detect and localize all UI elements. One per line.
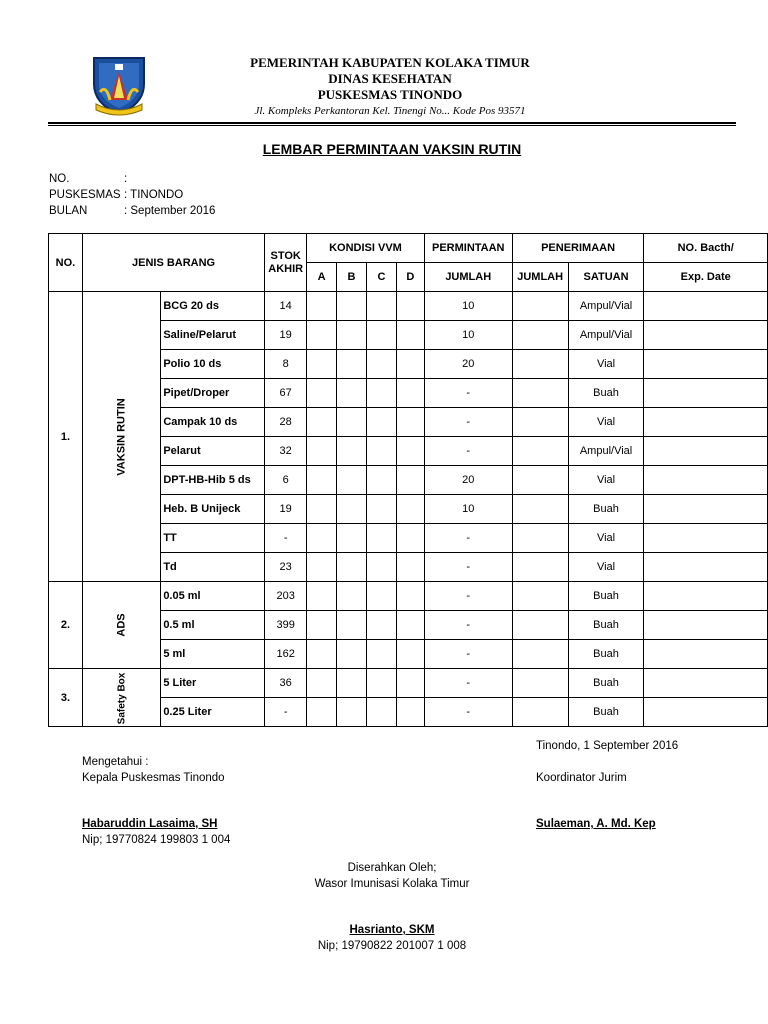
wasor-name: Hasrianto, SKM xyxy=(349,924,435,936)
batch-cell xyxy=(644,553,768,582)
penerimaan-jumlah-cell xyxy=(512,379,568,408)
item-name: BCG 20 ds xyxy=(161,292,265,321)
meta-value: : September 2016 xyxy=(124,205,216,217)
batch-cell xyxy=(644,698,768,727)
vvm-c-cell xyxy=(366,524,396,553)
kepala-nip: Nip; 19770824 199803 1 004 xyxy=(82,834,231,846)
header-divider xyxy=(48,122,736,124)
table-row xyxy=(49,582,768,611)
header-stok-line1: STOK xyxy=(270,249,301,262)
stok-akhir: 19 xyxy=(265,321,307,350)
permintaan-jumlah: - xyxy=(424,524,512,553)
penerimaan-jumlah-cell xyxy=(512,611,568,640)
group-label: ADS xyxy=(115,613,128,637)
vvm-a-cell xyxy=(307,611,337,640)
meta-value: : xyxy=(124,173,128,185)
stok-akhir: 36 xyxy=(265,669,307,698)
vvm-a-cell xyxy=(307,669,337,698)
batch-cell xyxy=(644,582,768,611)
satuan: Buah xyxy=(568,495,644,524)
table-row xyxy=(49,669,768,698)
item-name: Pelarut xyxy=(161,437,265,466)
item-name: TT xyxy=(161,524,265,553)
meta-no xyxy=(49,173,127,185)
vvm-d-cell xyxy=(396,495,424,524)
vvm-c-cell xyxy=(366,379,396,408)
item-name: 0.5 ml xyxy=(161,611,265,640)
vvm-b-cell xyxy=(337,640,367,669)
stok-akhir: 28 xyxy=(265,408,307,437)
vvm-c-cell xyxy=(366,408,396,437)
batch-cell xyxy=(644,524,768,553)
meta-puskesmas xyxy=(49,189,183,201)
header-no: NO. xyxy=(49,234,83,292)
vvm-b-cell xyxy=(337,321,367,350)
batch-cell xyxy=(644,495,768,524)
item-name: Pipet/Droper xyxy=(161,379,265,408)
satuan: Vial xyxy=(568,524,644,553)
vvm-a-cell xyxy=(307,379,337,408)
header-vvm-d: D xyxy=(396,263,424,292)
header-stok-line2: AKHIR xyxy=(268,262,304,275)
item-name: Campak 10 ds xyxy=(161,408,265,437)
header-department: DINAS KESEHATAN xyxy=(328,71,452,86)
wasor-title: Wasor Imunisasi Kolaka Timur xyxy=(314,878,470,890)
vvm-a-cell xyxy=(307,553,337,582)
header-batch: NO. Bacth/ xyxy=(644,234,768,263)
group-label: VAKSIN RUTIN xyxy=(115,397,128,476)
penerimaan-jumlah-cell xyxy=(512,292,568,321)
item-name: Td xyxy=(161,553,265,582)
vvm-d-cell xyxy=(396,292,424,321)
permintaan-jumlah: 10 xyxy=(424,495,512,524)
diserahkan-label: Diserahkan Oleh; xyxy=(347,862,437,874)
vaccine-request-table xyxy=(48,233,768,727)
header-satuan: SATUAN xyxy=(568,263,644,292)
place-date: Tinondo, 1 September 2016 xyxy=(536,740,679,752)
header-exp-date: Exp. Date xyxy=(644,263,768,292)
satuan: Vial xyxy=(568,553,644,582)
vvm-b-cell xyxy=(337,437,367,466)
vvm-a-cell xyxy=(307,640,337,669)
item-name: 0.05 ml xyxy=(161,582,265,611)
header-divider-thin xyxy=(48,125,736,126)
stok-akhir: 67 xyxy=(265,379,307,408)
vvm-d-cell xyxy=(396,466,424,495)
item-name: 0.25 Liter xyxy=(161,698,265,727)
vvm-b-cell xyxy=(337,408,367,437)
vvm-b-cell xyxy=(337,669,367,698)
item-name: 5 Liter xyxy=(161,669,265,698)
vvm-b-cell xyxy=(337,495,367,524)
stok-akhir: 8 xyxy=(265,350,307,379)
satuan: Vial xyxy=(568,466,644,495)
vvm-c-cell xyxy=(366,437,396,466)
vvm-d-cell xyxy=(396,408,424,437)
header-kondisi-vvm: KONDISI VVM xyxy=(307,234,425,263)
satuan: Buah xyxy=(568,379,644,408)
vvm-c-cell xyxy=(366,698,396,727)
penerimaan-jumlah-cell xyxy=(512,408,568,437)
penerimaan-jumlah-cell xyxy=(512,640,568,669)
vvm-c-cell xyxy=(366,495,396,524)
vvm-d-cell xyxy=(396,437,424,466)
header-permintaan-jumlah: JUMLAH xyxy=(424,263,512,292)
vvm-d-cell xyxy=(396,582,424,611)
vvm-c-cell xyxy=(366,350,396,379)
item-name: Heb. B Unijeck xyxy=(161,495,265,524)
header-permintaan: PERMINTAAN xyxy=(424,234,512,263)
stok-akhir: 19 xyxy=(265,495,307,524)
header-address: Jl. Kompleks Perkantoran Kel. Tinengi No... Kode Pos 93571 xyxy=(254,105,526,117)
vvm-c-cell xyxy=(366,669,396,698)
vvm-b-cell xyxy=(337,698,367,727)
vvm-d-cell xyxy=(396,524,424,553)
permintaan-jumlah: - xyxy=(424,669,512,698)
vvm-d-cell xyxy=(396,553,424,582)
penerimaan-jumlah-cell xyxy=(512,321,568,350)
kepala-name: Habaruddin Lasaima, SH xyxy=(82,818,218,830)
group-number: 1. xyxy=(49,292,83,582)
satuan: Buah xyxy=(568,669,644,698)
stok-akhir: 32 xyxy=(265,437,307,466)
vvm-b-cell xyxy=(337,524,367,553)
penerimaan-jumlah-cell xyxy=(512,524,568,553)
group-label-cell xyxy=(82,669,160,727)
batch-cell xyxy=(644,466,768,495)
batch-cell xyxy=(644,321,768,350)
satuan: Ampul/Vial xyxy=(568,292,644,321)
vvm-a-cell xyxy=(307,321,337,350)
batch-cell xyxy=(644,292,768,321)
vvm-a-cell xyxy=(307,292,337,321)
satuan: Buah xyxy=(568,611,644,640)
penerimaan-jumlah-cell xyxy=(512,582,568,611)
permintaan-jumlah: - xyxy=(424,698,512,727)
batch-cell xyxy=(644,669,768,698)
batch-cell xyxy=(644,408,768,437)
penerimaan-jumlah-cell xyxy=(512,437,568,466)
kolaka-timur-emblem-logo xyxy=(86,54,152,116)
satuan: Ampul/Vial xyxy=(568,437,644,466)
vvm-b-cell xyxy=(337,611,367,640)
stok-akhir: 399 xyxy=(265,611,307,640)
permintaan-jumlah: - xyxy=(424,611,512,640)
header-vvm-c: C xyxy=(366,263,396,292)
header-government: PEMERINTAH KABUPATEN KOLAKA TIMUR xyxy=(250,55,530,70)
wasor-nip: Nip; 19790822 201007 1 008 xyxy=(317,940,467,952)
batch-cell xyxy=(644,611,768,640)
item-name: 5 ml xyxy=(161,640,265,669)
header-penerimaan: PENERIMAAN xyxy=(512,234,644,263)
permintaan-jumlah: - xyxy=(424,640,512,669)
satuan: Vial xyxy=(568,408,644,437)
penerimaan-jumlah-cell xyxy=(512,466,568,495)
batch-cell xyxy=(644,437,768,466)
stok-akhir: 6 xyxy=(265,466,307,495)
stok-akhir: - xyxy=(265,524,307,553)
vvm-a-cell xyxy=(307,698,337,727)
group-label-cell xyxy=(82,292,160,582)
kepala-title: Kepala Puskesmas Tinondo xyxy=(82,772,225,784)
permintaan-jumlah: - xyxy=(424,408,512,437)
item-name: Polio 10 ds xyxy=(161,350,265,379)
meta-value: : TINONDO xyxy=(124,189,184,201)
penerimaan-jumlah-cell xyxy=(512,669,568,698)
vvm-c-cell xyxy=(366,640,396,669)
vvm-d-cell xyxy=(396,321,424,350)
satuan: Ampul/Vial xyxy=(568,321,644,350)
vvm-a-cell xyxy=(307,466,337,495)
permintaan-jumlah: - xyxy=(424,437,512,466)
group-label-cell xyxy=(82,582,160,669)
vvm-d-cell xyxy=(396,379,424,408)
vvm-d-cell xyxy=(396,611,424,640)
group-number: 3. xyxy=(49,669,83,727)
header-stok-akhir xyxy=(265,234,307,292)
vvm-c-cell xyxy=(366,292,396,321)
vvm-d-cell xyxy=(396,698,424,727)
vvm-c-cell xyxy=(366,466,396,495)
item-name: DPT-HB-Hib 5 ds xyxy=(161,466,265,495)
vvm-c-cell xyxy=(366,611,396,640)
satuan: Buah xyxy=(568,582,644,611)
penerimaan-jumlah-cell xyxy=(512,495,568,524)
vvm-a-cell xyxy=(307,524,337,553)
vvm-a-cell xyxy=(307,350,337,379)
vvm-a-cell xyxy=(307,408,337,437)
vvm-a-cell xyxy=(307,495,337,524)
penerimaan-jumlah-cell xyxy=(512,350,568,379)
header-vvm-a: A xyxy=(307,263,337,292)
permintaan-jumlah: 10 xyxy=(424,321,512,350)
batch-cell xyxy=(644,379,768,408)
header-penerimaan-jumlah: JUMLAH xyxy=(512,263,568,292)
vvm-b-cell xyxy=(337,350,367,379)
permintaan-jumlah: 20 xyxy=(424,466,512,495)
vvm-b-cell xyxy=(337,466,367,495)
vvm-b-cell xyxy=(337,292,367,321)
header-vvm-b: B xyxy=(337,263,367,292)
group-number: 2. xyxy=(49,582,83,669)
vvm-c-cell xyxy=(366,582,396,611)
satuan: Buah xyxy=(568,640,644,669)
vvm-d-cell xyxy=(396,350,424,379)
stok-akhir: 162 xyxy=(265,640,307,669)
permintaan-jumlah: - xyxy=(424,582,512,611)
meta-label: PUSKESMAS xyxy=(49,189,121,201)
vvm-d-cell xyxy=(396,640,424,669)
vvm-b-cell xyxy=(337,379,367,408)
permintaan-jumlah: - xyxy=(424,553,512,582)
stok-akhir: - xyxy=(265,698,307,727)
koordinator-title: Koordinator Jurim xyxy=(536,772,627,784)
header-puskesmas: PUSKESMAS TINONDO xyxy=(317,87,463,102)
vvm-a-cell xyxy=(307,582,337,611)
header-jenis-barang: JENIS BARANG xyxy=(82,234,264,292)
meta-label: BULAN xyxy=(49,205,88,217)
vvm-b-cell xyxy=(337,582,367,611)
vvm-b-cell xyxy=(337,553,367,582)
satuan: Vial xyxy=(568,350,644,379)
item-name: Saline/Pelarut xyxy=(161,321,265,350)
koordinator-name: Sulaeman, A. Md. Kep xyxy=(536,818,656,830)
permintaan-jumlah: 20 xyxy=(424,350,512,379)
vvm-a-cell xyxy=(307,437,337,466)
permintaan-jumlah: 10 xyxy=(424,292,512,321)
vvm-c-cell xyxy=(366,321,396,350)
satuan: Buah xyxy=(568,698,644,727)
vvm-c-cell xyxy=(366,553,396,582)
group-label: Safety Box xyxy=(116,672,128,724)
penerimaan-jumlah-cell xyxy=(512,553,568,582)
stok-akhir: 203 xyxy=(265,582,307,611)
batch-cell xyxy=(644,350,768,379)
table-row xyxy=(49,292,768,321)
stok-akhir: 14 xyxy=(265,292,307,321)
meta-label: NO. xyxy=(49,173,70,185)
penerimaan-jumlah-cell xyxy=(512,698,568,727)
mengetahui-label: Mengetahui : xyxy=(82,756,149,768)
document-title: LEMBAR PERMINTAAN VAKSIN RUTIN xyxy=(262,141,522,157)
vvm-d-cell xyxy=(396,669,424,698)
batch-cell xyxy=(644,640,768,669)
stok-akhir: 23 xyxy=(265,553,307,582)
meta-bulan xyxy=(49,205,215,217)
permintaan-jumlah: - xyxy=(424,379,512,408)
